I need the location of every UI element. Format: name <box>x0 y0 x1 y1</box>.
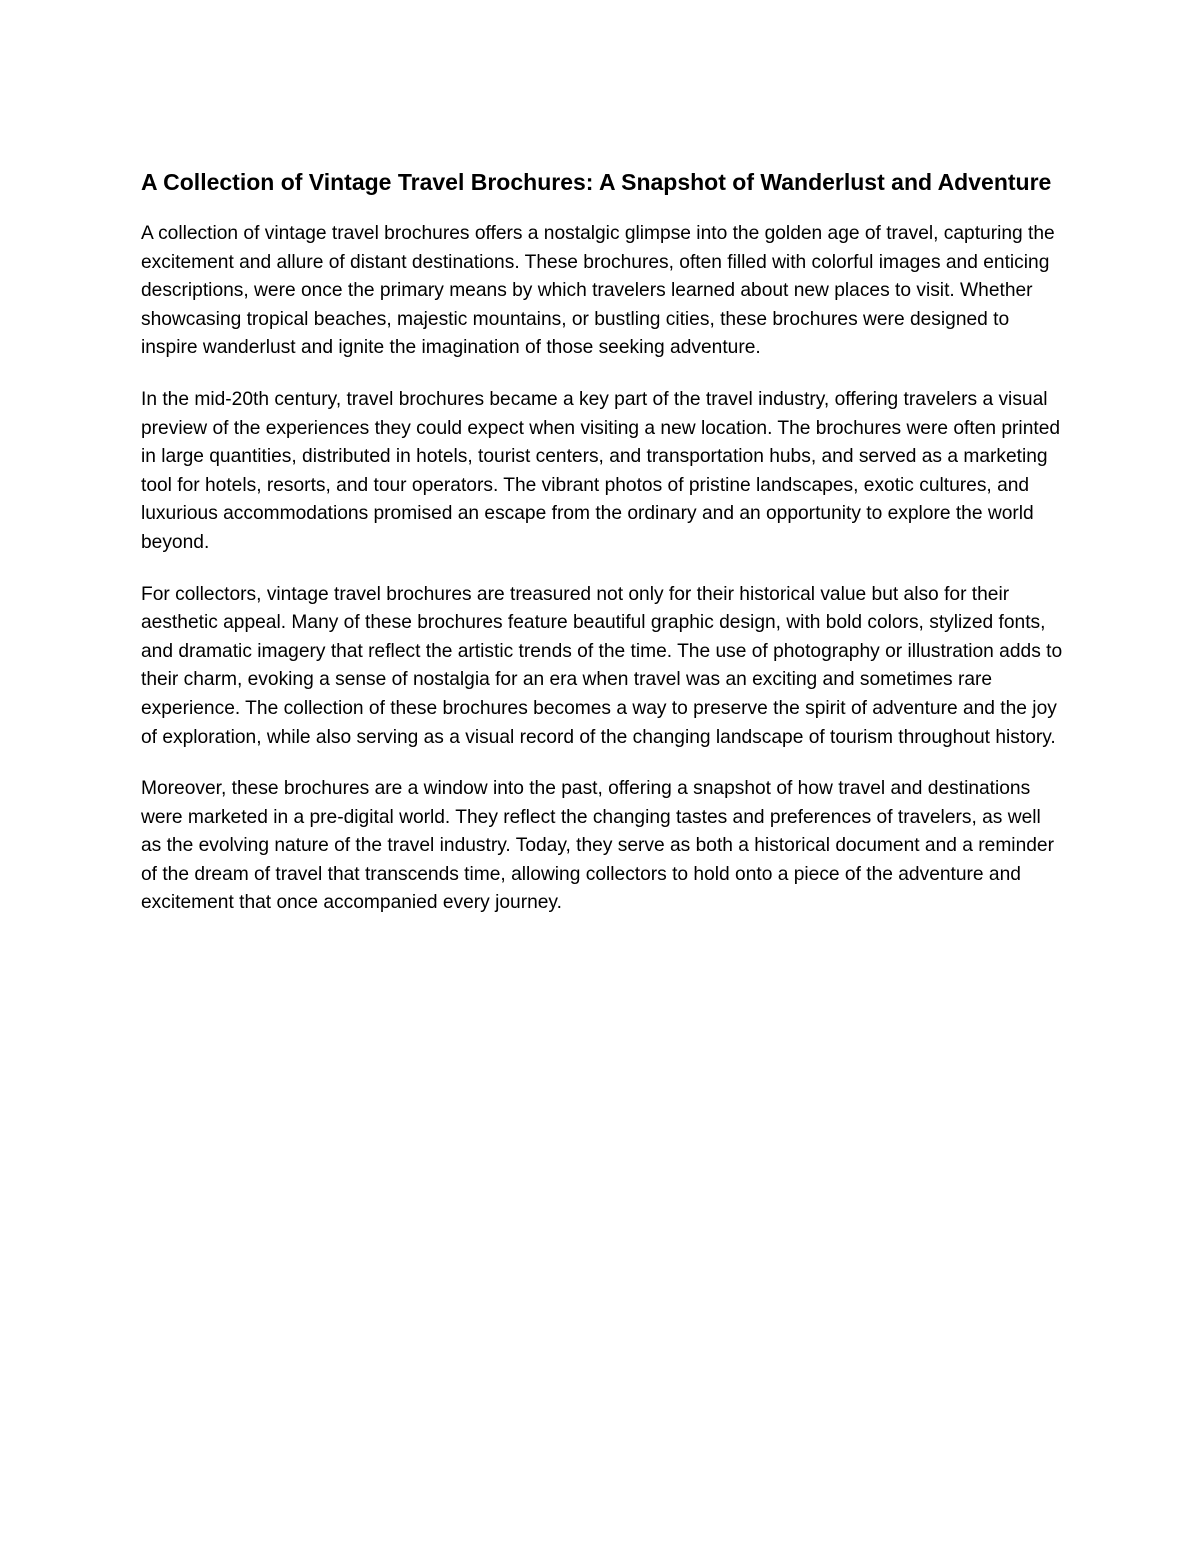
document-title: A Collection of Vintage Travel Brochures: A Snapshot of Wanderlust and Adventure <box>141 169 1052 195</box>
document-body <box>141 166 1066 941</box>
paragraph-1: A collection of vintage travel brochures offers a nostalgic glimpse into the golden age of travel, capturing the excitement and allure of distant destinations. These brochures, often filled with colorful images and enticing descriptions, were once the primary means by which travelers learned about new places to visit. Whether showcasing tropical beaches, majestic mountains, or bustling cities, these brochures were designed to inspire wanderlust and ignite the imagination of those seeking adventure. <box>141 223 1055 359</box>
paragraph-4: Moreover, these brochures are a window into the past, offering a snapshot of how travel and destinations were marketed in a pre-digital world. They reflect the changing tastes and preferences of travelers, as well as the evolving nature of the travel industry. Today, they serve as both a historical document and a reminder of the dream of travel that transcends time, allowing collectors to hold onto a piece of the adventure and excitement that once accompanied every journey. <box>141 778 1054 914</box>
paragraph-2: In the mid-20th century, travel brochures became a key part of the travel industry, offering travelers a visual preview of the experiences they could expect when visiting a new location. The brochures were often printed in large quantities, distributed in hotels, tourist centers, and transportation hubs, and served as a marketing tool for hotels, resorts, and tour operators. The vibrant photos of pristine landscapes, exotic cultures, and luxurious accommodations promised an escape from the ordinary and an opportunity to explore the world beyond. <box>141 388 1061 553</box>
paragraph-3: For collectors, vintage travel brochures are treasured not only for their historical value but also for their aesthetic appeal. Many of these brochures feature beautiful graphic design, with bold colors, stylized fonts, and dramatic imagery that reflect the artistic trends of the time. The use of photography or illustration adds to their charm, evoking a sense of nostalgia for an era when travel was an exciting and sometimes rare experience. The collection of these brochures becomes a way to preserve the spirit of adventure and the joy of exploration, while also serving as a visual record of the changing landscape of tourism throughout history. <box>141 583 1063 748</box>
